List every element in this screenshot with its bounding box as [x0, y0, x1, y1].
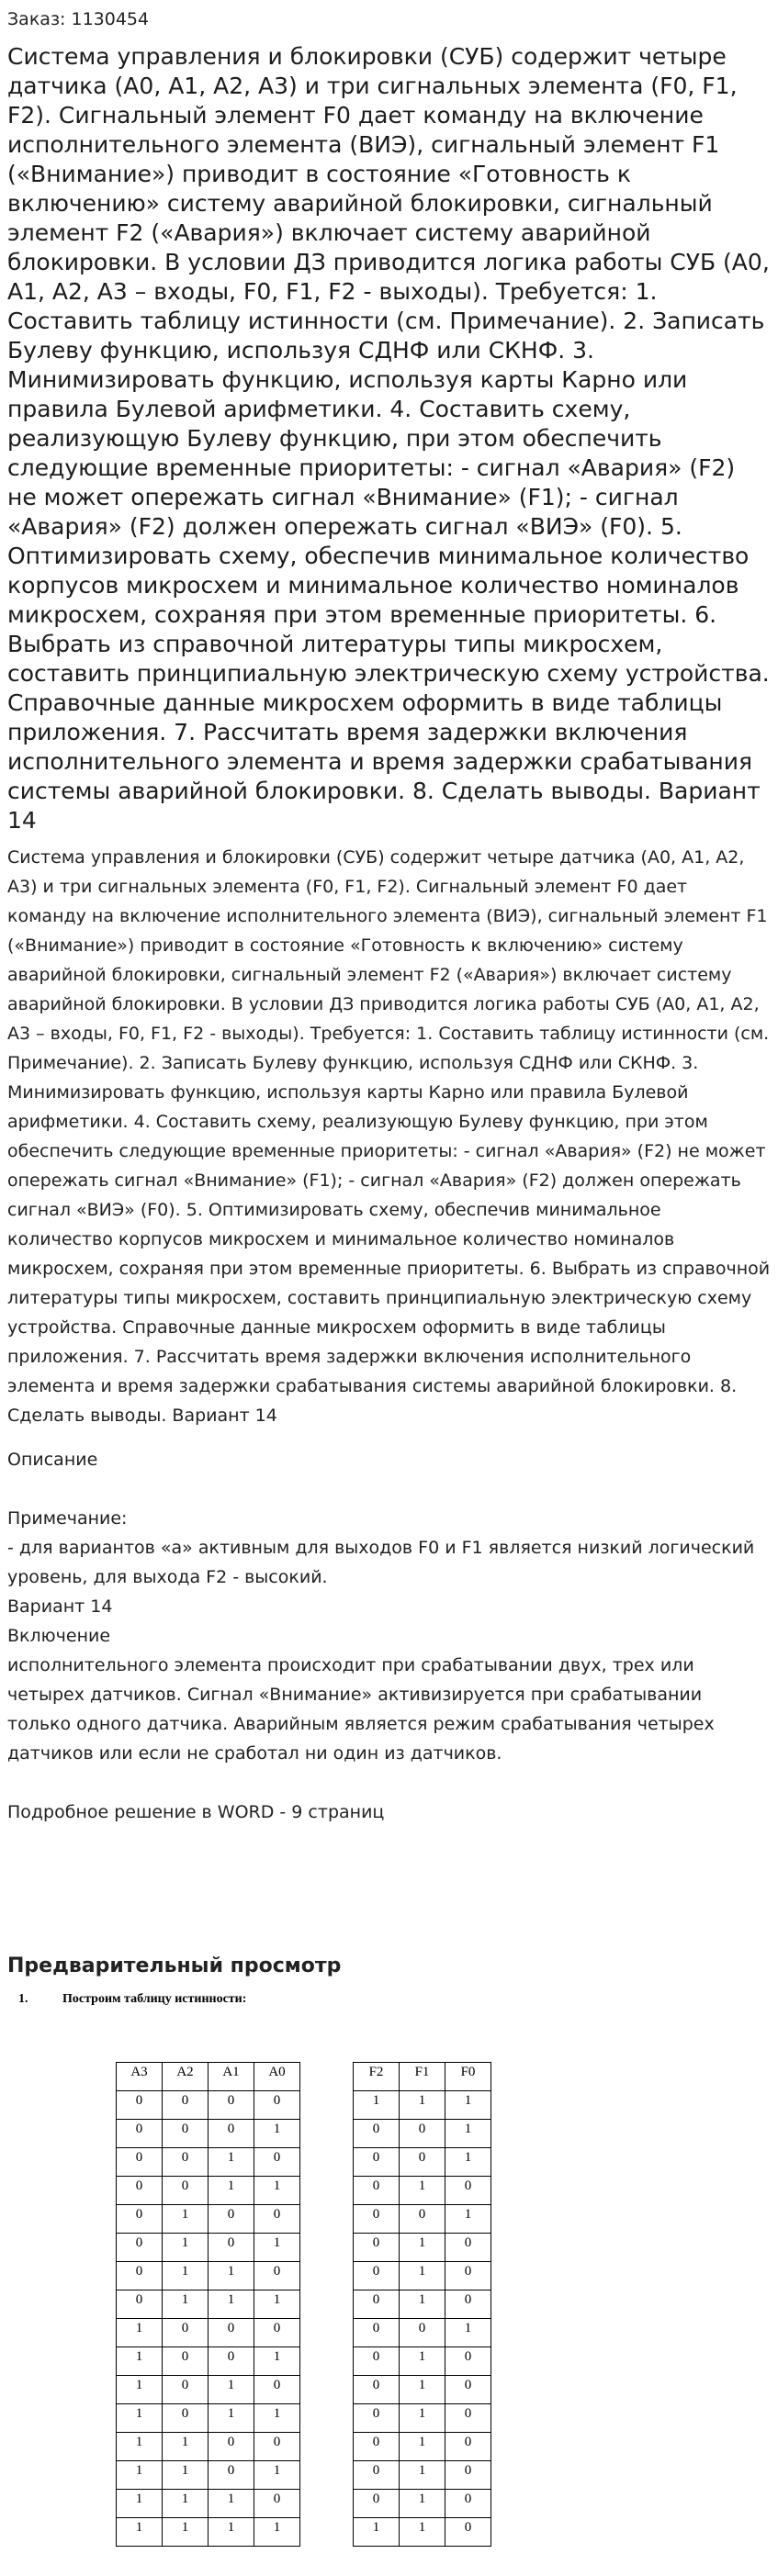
input-cell: 0	[254, 2091, 300, 2120]
table-row	[354, 2290, 491, 2319]
table-row	[354, 2404, 491, 2433]
inputs-table	[116, 2062, 300, 2547]
output-cell: 1	[445, 2091, 491, 2120]
table-row	[117, 2234, 300, 2262]
table-row	[117, 2148, 300, 2177]
input-cell: 0	[209, 2091, 254, 2120]
input-cell: 0	[163, 2319, 209, 2347]
input-cell: 1	[254, 2347, 300, 2376]
output-cell: 0	[354, 2262, 400, 2290]
table-row	[354, 2120, 491, 2148]
input-cell: 0	[163, 2404, 209, 2433]
input-cell: 1	[117, 2376, 163, 2404]
output-cell: 0	[400, 2319, 445, 2347]
input-cell: 0	[117, 2120, 163, 2148]
input-cell: 1	[254, 2461, 300, 2490]
output-cell: 0	[445, 2234, 491, 2262]
output-cell: 0	[445, 2518, 491, 2547]
input-cell: 0	[163, 2376, 209, 2404]
input-cell: 1	[163, 2433, 209, 2461]
outputs-header-row	[354, 2063, 491, 2091]
output-cell: 0	[354, 2120, 400, 2148]
output-cell: 1	[400, 2433, 445, 2461]
output-cell: 1	[400, 2234, 445, 2262]
input-cell: 0	[254, 2376, 300, 2404]
input-header-cell: A1	[209, 2063, 254, 2091]
output-cell: 0	[445, 2433, 491, 2461]
table-row	[354, 2518, 491, 2547]
input-cell: 0	[254, 2205, 300, 2234]
input-cell: 0	[163, 2091, 209, 2120]
table-row	[354, 2177, 491, 2205]
input-cell: 1	[209, 2404, 254, 2433]
output-cell: 0	[354, 2433, 400, 2461]
input-cell: 0	[254, 2262, 300, 2290]
input-cell: 1	[163, 2518, 209, 2547]
input-cell: 0	[209, 2433, 254, 2461]
output-cell: 1	[400, 2177, 445, 2205]
input-cell: 0	[163, 2177, 209, 2205]
output-cell: 1	[354, 2518, 400, 2547]
input-cell: 0	[163, 2120, 209, 2148]
input-header-cell: A3	[117, 2063, 163, 2091]
truth-table-preview	[116, 2062, 771, 2576]
table-row	[117, 2433, 300, 2461]
output-header-cell: F0	[445, 2063, 491, 2091]
output-cell: 1	[445, 2148, 491, 2177]
input-cell: 0	[209, 2234, 254, 2262]
output-cell: 0	[354, 2234, 400, 2262]
order-number: Заказ: 1130454	[7, 9, 150, 29]
table-row	[117, 2205, 300, 2234]
input-cell: 1	[209, 2262, 254, 2290]
input-cell: 1	[209, 2490, 254, 2518]
input-cell: 1	[254, 2290, 300, 2319]
input-header-cell: A0	[254, 2063, 300, 2091]
input-cell: 0	[209, 2120, 254, 2148]
input-cell: 1	[163, 2461, 209, 2490]
input-header-cell: A2	[163, 2063, 209, 2091]
output-cell: 0	[354, 2461, 400, 2490]
output-cell: 1	[400, 2091, 445, 2120]
output-cell: 0	[354, 2490, 400, 2518]
output-cell: 1	[445, 2120, 491, 2148]
table-row	[354, 2461, 491, 2490]
output-cell: 0	[354, 2148, 400, 2177]
input-cell: 1	[117, 2404, 163, 2433]
output-cell: 0	[354, 2290, 400, 2319]
table-row	[354, 2234, 491, 2262]
input-cell: 0	[163, 2347, 209, 2376]
input-cell: 0	[117, 2177, 163, 2205]
table-row	[354, 2091, 491, 2120]
input-cell: 0	[117, 2234, 163, 2262]
table-row	[354, 2347, 491, 2376]
output-cell: 0	[354, 2376, 400, 2404]
table-row	[354, 2148, 491, 2177]
preview-heading: Предварительный просмотр	[7, 1954, 342, 1977]
output-cell: 0	[445, 2347, 491, 2376]
output-cell: 1	[400, 2404, 445, 2433]
table-row	[117, 2262, 300, 2290]
output-cell: 1	[400, 2518, 445, 2547]
input-cell: 1	[117, 2461, 163, 2490]
output-cell: 0	[445, 2461, 491, 2490]
output-cell: 0	[445, 2376, 491, 2404]
output-cell: 1	[400, 2347, 445, 2376]
output-cell: 1	[400, 2290, 445, 2319]
output-cell: 1	[400, 2376, 445, 2404]
output-cell: 0	[445, 2490, 491, 2518]
input-cell: 0	[254, 2148, 300, 2177]
input-cell: 0	[163, 2148, 209, 2177]
input-cell: 1	[209, 2290, 254, 2319]
task-description: Система управления и блокировки (СУБ) содержит четыре датчика (А0, А1, А2, А3) и три сигнальных элемента (F0, F1, F2). Сигнальный элемент F0 дает команду на включение исполнительного элемента (ВИЭ), сигнальный элемент F1 («Внимание») приводит в состояние «Готовность к включению» систему аварийной блокировки, сигнальный элемент F2 («Авария») включает систему аварийной блокировки. В условии ДЗ приводится логика работы СУБ (А0, А1, А2, А3 – входы, F0, F1, F2 - выходы). Требуется: 1. Составить таблицу истинности (см. Примечание). 2. Записать Булеву функцию, используя СДНФ или СКНФ. 3. Минимизировать функцию, используя карты Карно или правила Булевой арифметики. 4. Составить схему, реализующую Булеву функцию, при этом обеспечить следующие временные приоритеты: - сигнал «Авария» (F2) не может опережать сигнал «Внимание» (F1); - сигнал «Авария» (F2) должен опережать сигнал «ВИЭ» (F0). 5. Оптимизировать схему, обеспечив минимальное количество корпусов микросхем и минимальное количество номиналов микросхем, сохраняя при этом временные приоритеты. 6. Выбрать из справочной литературы типы микросхем, составить принципиальную электрическую схему устройства. Справочные данные микросхем оформить в виде таблицы приложения. 7. Рассчитать время задержки включения исполнительного элемента и время задержки срабатывания системы аварийной блокировки. 8. Сделать выводы. Вариант 14	[7, 847, 771, 1426]
output-cell: 0	[400, 2205, 445, 2234]
input-cell: 1	[117, 2490, 163, 2518]
input-cell: 1	[117, 2319, 163, 2347]
input-cell: 0	[254, 2490, 300, 2518]
input-cell: 0	[209, 2319, 254, 2347]
input-cell: 0	[117, 2205, 163, 2234]
input-cell: 1	[117, 2347, 163, 2376]
input-cell: 1	[209, 2518, 254, 2547]
input-cell: 1	[209, 2148, 254, 2177]
output-cell: 0	[354, 2404, 400, 2433]
table-row	[117, 2404, 300, 2433]
input-cell: 1	[163, 2234, 209, 2262]
table-row	[117, 2376, 300, 2404]
input-cell: 0	[117, 2091, 163, 2120]
input-cell: 1	[163, 2290, 209, 2319]
input-cell: 1	[254, 2120, 300, 2148]
input-cell: 1	[254, 2404, 300, 2433]
output-cell: 0	[445, 2177, 491, 2205]
input-cell: 1	[209, 2177, 254, 2205]
output-cell: 0	[445, 2404, 491, 2433]
output-cell: 1	[400, 2262, 445, 2290]
output-cell: 1	[400, 2490, 445, 2518]
output-header-cell: F2	[354, 2063, 400, 2091]
input-cell: 1	[254, 2177, 300, 2205]
input-cell: 0	[209, 2347, 254, 2376]
output-cell: 0	[445, 2262, 491, 2290]
output-cell: 1	[445, 2319, 491, 2347]
input-cell: 0	[254, 2433, 300, 2461]
outputs-body	[354, 2091, 491, 2547]
output-cell: 0	[354, 2319, 400, 2347]
table-row	[117, 2490, 300, 2518]
task-details: Описание Примечание: - для вариантов «а» активным для выходов F0 и F1 является низкий логический уровень, для выхода F2 - высокий. Вариант 14 Включение исполнительного элемента происходит при срабатывании двух, трех или четырех датчиков. Сигнал «Внимание» активизируется при срабатывании только одного датчика. Аварийным является режим срабатывания четырех датчиков или если не сработал ни один из датчиков. Подробное решение в WORD - 9 страниц	[7, 1450, 755, 1822]
preview-step-number: 1.	[18, 1992, 28, 2006]
table-row	[117, 2120, 300, 2148]
table-row	[117, 2319, 300, 2347]
input-cell: 1	[254, 2518, 300, 2547]
inputs-header-row	[117, 2063, 300, 2091]
table-row	[354, 2262, 491, 2290]
preview-step	[18, 1992, 771, 2007]
table-row	[354, 2205, 491, 2234]
input-cell: 1	[163, 2490, 209, 2518]
table-row	[117, 2347, 300, 2376]
page-title: Система управления и блокировки (СУБ) содержит четыре датчика (А0, А1, А2, А3) и три сигнальных элемента (F0, F1, F2). Сигнальный элемент F0 дает команду на включение исполнительного элемента (ВИЭ), сигнальный элемент F1 («Внимание») приводит в состояние «Готовность к включению» систему аварийной блокировки, сигнальный элемент F2 («Авария») включает систему аварийной блокировки. В условии ДЗ приводится логика работы СУБ (А0, А1, А2, А3 – входы, F0, F1, F2 - выходы). Требуется: 1. Составить таблицу истинности (см. Примечание). 2. Записать Булеву функцию, используя СДНФ или СКНФ. 3. Минимизировать функцию, используя карты Карно или правила Булевой арифметики. 4. Составить схему, реализующую Булеву функцию, при этом обеспечить следующие временные приоритеты: - сигнал «Авария» (F2) не может опережать сигнал «Внимание» (F1); - сигнал «Авария» (F2) должен опережать сигнал «ВИЭ» (F0). 5. Оптимизировать схему, обеспечив минимальное количество корпусов микросхем и минимальное количество номиналов микросхем, сохраняя при этом временные приоритеты. 6. Выбрать из справочной литературы типы микросхем, составить принципиальную электрическую схему устройства. Справочные данные микросхем оформить в виде таблицы приложения. 7. Рассчитать время задержки включения исполнительного элемента и время задержки срабатывания системы аварийной блокировки. 8. Сделать выводы. Вариант 14	[7, 43, 770, 834]
table-row	[117, 2290, 300, 2319]
input-cell: 1	[117, 2433, 163, 2461]
preview-step-text: Построим таблицу истинности:	[62, 1992, 247, 2006]
input-cell: 0	[209, 2205, 254, 2234]
table-row	[354, 2490, 491, 2518]
output-cell: 0	[400, 2148, 445, 2177]
input-cell: 1	[254, 2234, 300, 2262]
input-cell: 1	[117, 2518, 163, 2547]
output-cell: 0	[354, 2347, 400, 2376]
table-row	[354, 2433, 491, 2461]
output-cell: 0	[400, 2120, 445, 2148]
table-row	[117, 2461, 300, 2490]
input-cell: 0	[117, 2148, 163, 2177]
output-cell: 1	[400, 2461, 445, 2490]
output-cell: 0	[354, 2177, 400, 2205]
input-cell: 0	[254, 2319, 300, 2347]
input-cell: 0	[117, 2262, 163, 2290]
table-row	[354, 2319, 491, 2347]
input-cell: 1	[209, 2376, 254, 2404]
table-row	[117, 2518, 300, 2547]
input-cell: 0	[117, 2290, 163, 2319]
output-cell: 0	[354, 2205, 400, 2234]
input-cell: 1	[163, 2205, 209, 2234]
output-cell: 1	[445, 2205, 491, 2234]
output-cell: 0	[445, 2290, 491, 2319]
table-row	[354, 2376, 491, 2404]
output-header-cell: F1	[400, 2063, 445, 2091]
inputs-body	[117, 2091, 300, 2547]
table-row	[117, 2177, 300, 2205]
input-cell: 1	[163, 2262, 209, 2290]
outputs-table	[353, 2062, 491, 2547]
table-row	[117, 2091, 300, 2120]
input-cell: 0	[209, 2461, 254, 2490]
output-cell: 1	[354, 2091, 400, 2120]
